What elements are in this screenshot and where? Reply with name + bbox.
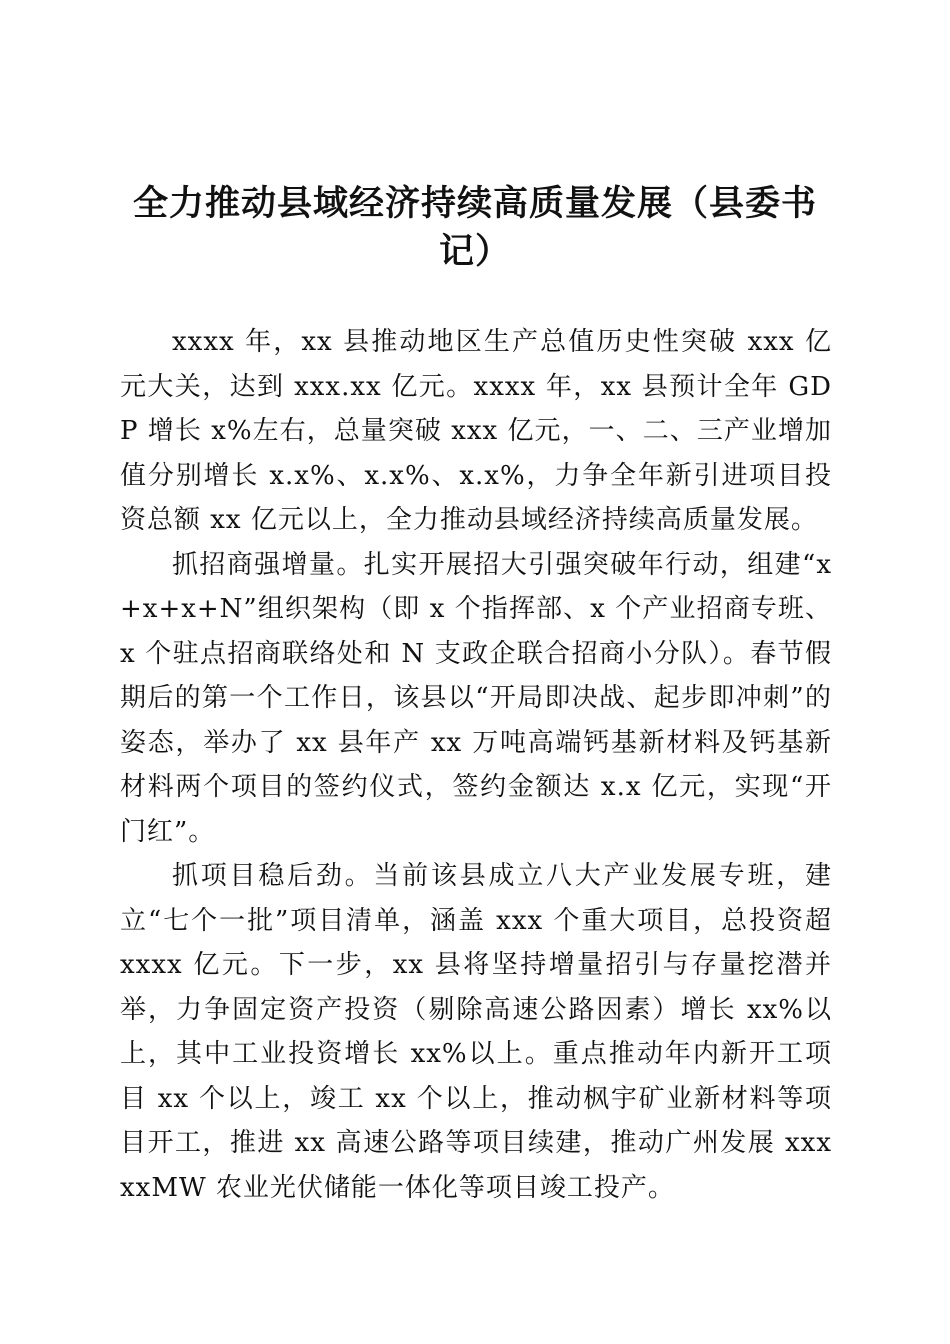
document-body (120, 320, 832, 1210)
document-title: 全力推动县域经济持续高质量发展（县委书记） (132, 184, 817, 272)
paragraph-investment: 抓招商强增量。扎实开展招大引强突破年行动，组建“x+x+x+N”组织架构（即 x 个指挥部、x 个产业招商专班、x 个驻点招商联络处和 N 支政企联合招商小分队）。春节假期后的第一个工作日，该县以“开局即决战、起步即冲刺”的姿态，举办了 xx 县年产 xx 万吨高端钙基新材料及钙基新材料两个项目的签约仪式，签约金额达 x.x 亿元，实现“开门红”。 (120, 549, 832, 847)
paragraph-intro: xxxx 年，xx 县推动地区生产总值历史性突破 xxx 亿元大关，达到 xxx.xx 亿元。xxxx 年，xx 县预计全年 GDP 增长 x%左右，总量突破 xxx 亿元，一、二、三产业增加值分别增长 x.x%、x.x%、x.x%，力争全年新引进项目投资总额 xx 亿元以上，全力推动县域经济持续高质量发展。 (120, 327, 832, 535)
paragraph-projects: 抓项目稳后劲。当前该县成立八大产业发展专班，建立“七个一批”项目清单，涵盖 xxx 个重大项目，总投资超 xxxx 亿元。下一步，xx 县将坚持增量招引与存量挖潜并举，力争固定资产投资（剔除高速公路因素）增长 xx%以上，其中工业投资增长 xx%以上。重点推动年内新开工项目 xx 个以上，竣工 xx 个以上，推动枫宇矿业新材料等项目开工，推进 xx 高速公路等项目续建，推动广州发展 xxxxxMW 农业光伏储能一体化等项目竣工投产。 (120, 861, 832, 1203)
